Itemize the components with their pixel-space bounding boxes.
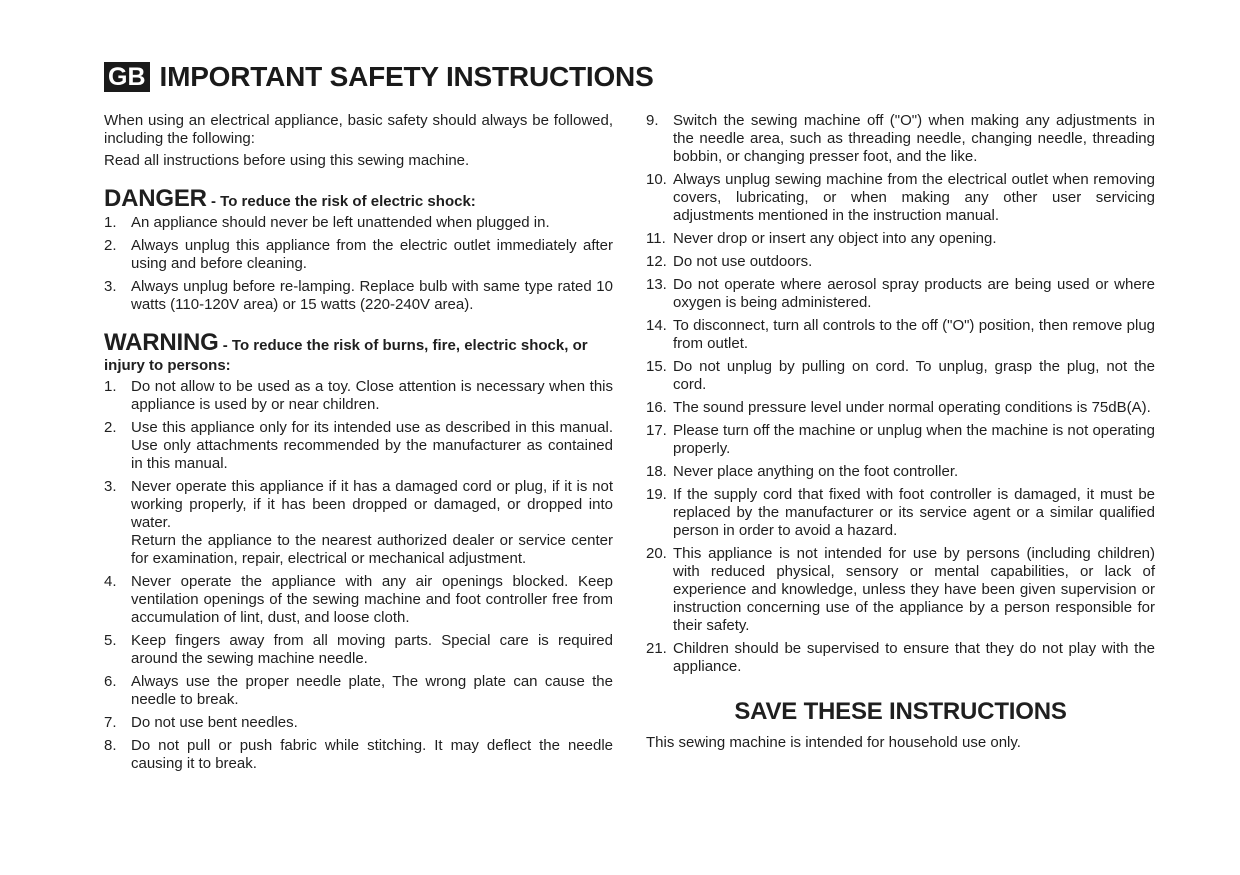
item-text: Always unplug before re-lamping. Replace bulb with same type rated 10 watts (110-120V area) or 15 watts (220-240V area). xyxy=(131,278,613,313)
warning-label: WARNING xyxy=(104,329,219,356)
item-text: Never operate this appliance if it has a damaged cord or plug, if it is not working properly, if it has been dropped or damaged, or dropped into water. xyxy=(131,478,613,531)
item-number: 5. xyxy=(104,632,117,649)
item-number: 4. xyxy=(104,573,117,590)
continued-list xyxy=(646,112,1155,676)
item-number: 11. xyxy=(646,230,666,247)
item-text: Do not operate where aerosol spray products are being used or where oxygen is being administered. xyxy=(673,276,1155,311)
list-item xyxy=(104,378,613,414)
warning-subtitle: - To reduce the risk of burns, fire, electric shock, or injury to persons: xyxy=(104,337,588,374)
list-item xyxy=(104,673,613,709)
item-number: 7. xyxy=(104,714,117,731)
list-item xyxy=(104,737,613,773)
item-text: The sound pressure level under normal operating conditions is 75dB(A). xyxy=(673,399,1151,416)
item-text: Keep fingers away from all moving parts. Special care is required around the sewing machine needle. xyxy=(131,632,613,667)
item-number: 21. xyxy=(646,640,667,657)
item-text: Use this appliance only for its intended use as described in this manual. Use only attachments recommended by the manufacturer as contained in this manual. xyxy=(131,419,613,472)
item-text: Please turn off the machine or unplug when the machine is not operating properly. xyxy=(673,422,1155,457)
danger-list xyxy=(104,214,613,314)
item-number: 15. xyxy=(646,358,667,375)
list-item xyxy=(646,399,1155,417)
item-extra-text: Return the appliance to the nearest authorized dealer or service center for examination, repair, electrical or mechanical adjustment. xyxy=(131,532,613,567)
list-item xyxy=(646,317,1155,353)
item-text: Do not pull or push fabric while stitching. It may deflect the needle causing it to break. xyxy=(131,737,613,772)
list-item xyxy=(646,253,1155,271)
item-number: 3. xyxy=(104,478,117,495)
item-number: 2. xyxy=(104,419,117,436)
item-number: 2. xyxy=(104,237,117,254)
list-item xyxy=(104,237,613,273)
list-item xyxy=(104,632,613,668)
list-item xyxy=(646,486,1155,540)
list-item xyxy=(646,463,1155,481)
item-number: 14. xyxy=(646,317,667,334)
item-text: Do not allow to be used as a toy. Close attention is necessary when this appliance is used by or near children. xyxy=(131,378,613,413)
item-number: 16. xyxy=(646,399,667,416)
item-text-block xyxy=(131,478,613,568)
item-text: Always unplug sewing machine from the electrical outlet when removing covers, lubricating, or when making any other user servicing adjustments mentioned in the instruction manual. xyxy=(673,171,1155,224)
item-text: Do not use outdoors. xyxy=(673,253,813,270)
item-number: 1. xyxy=(104,214,117,231)
warning-list xyxy=(104,378,613,773)
right-column xyxy=(646,112,1155,752)
item-number: 6. xyxy=(104,673,117,690)
item-text: To disconnect, turn all controls to the off ("O") position, then remove plug from outlet. xyxy=(673,317,1155,352)
household-use-note: This sewing machine is intended for household use only. xyxy=(646,734,1021,751)
danger-label: DANGER xyxy=(104,185,207,212)
list-item xyxy=(646,640,1155,676)
list-item xyxy=(104,419,613,473)
item-number: 12. xyxy=(646,253,667,270)
item-text: Always unplug this appliance from the electric outlet immediately after using and before cleaning. xyxy=(131,237,613,272)
list-item xyxy=(646,112,1155,166)
warning-heading xyxy=(104,329,613,376)
item-number: 13. xyxy=(646,276,667,293)
item-text: Switch the sewing machine off ("O") when making any adjustments in the needle area, such as threading needle, changing needle, threading bobbin, or changing presser foot, and the like. xyxy=(673,112,1155,165)
item-text: Never drop or insert any object into any opening. xyxy=(673,230,997,247)
item-text: Never place anything on the foot controller. xyxy=(673,463,959,480)
page-title: IMPORTANT SAFETY INSTRUCTIONS xyxy=(159,61,654,92)
list-item xyxy=(646,358,1155,394)
left-column xyxy=(104,112,613,778)
item-text: Do not unplug by pulling on cord. To unplug, grasp the plug, not the cord. xyxy=(673,358,1155,393)
list-item xyxy=(646,230,1155,248)
item-text: An appliance should never be left unattended when plugged in. xyxy=(131,214,550,231)
list-item xyxy=(646,422,1155,458)
item-number: 19. xyxy=(646,486,667,503)
item-number: 10. xyxy=(646,171,667,188)
list-item xyxy=(104,478,613,568)
item-number: 9. xyxy=(646,112,659,129)
list-item xyxy=(104,714,613,732)
language-badge: GB xyxy=(104,62,150,92)
item-number: 1. xyxy=(104,378,117,395)
save-instructions-heading: SAVE THESE INSTRUCTIONS xyxy=(734,698,1067,725)
item-text: Never operate the appliance with any air openings blocked. Keep ventilation openings of the sewing machine and foot controller free from accumulation of lint, dust, and loose cloth. xyxy=(131,573,613,626)
item-number: 18. xyxy=(646,463,667,480)
list-item xyxy=(104,573,613,627)
intro-read-instructions: Read all instructions before using this sewing machine. xyxy=(104,152,470,169)
page-header xyxy=(104,60,654,94)
list-item xyxy=(104,214,613,232)
item-text: This appliance is not intended for use by persons (including children) with reduced physical, sensory or mental capabilities, or lack of experience and knowledge, unless they have been given supervision or instruction concerning use of the appliance by a person responsible for their safety. xyxy=(673,545,1155,634)
danger-heading xyxy=(104,185,613,212)
item-number: 3. xyxy=(104,278,117,295)
list-item xyxy=(646,276,1155,312)
item-number: 8. xyxy=(104,737,117,754)
list-item xyxy=(646,545,1155,635)
list-item xyxy=(646,171,1155,225)
item-text: Children should be supervised to ensure that they do not play with the appliance. xyxy=(673,640,1155,675)
item-text: Always use the proper needle plate, The wrong plate can cause the needle to break. xyxy=(131,673,613,708)
item-number: 20. xyxy=(646,545,667,562)
item-number: 17. xyxy=(646,422,667,439)
intro-paragraph: When using an electrical appliance, basic safety should always be followed, including the following: xyxy=(104,112,613,147)
item-text: If the supply cord that fixed with foot controller is damaged, it must be replaced by the manufacturer or its service agent or a similar qualified person in order to avoid a hazard. xyxy=(673,486,1155,539)
list-item xyxy=(104,278,613,314)
danger-subtitle: - To reduce the risk of electric shock: xyxy=(206,193,476,210)
item-text: Do not use bent needles. xyxy=(131,714,298,731)
